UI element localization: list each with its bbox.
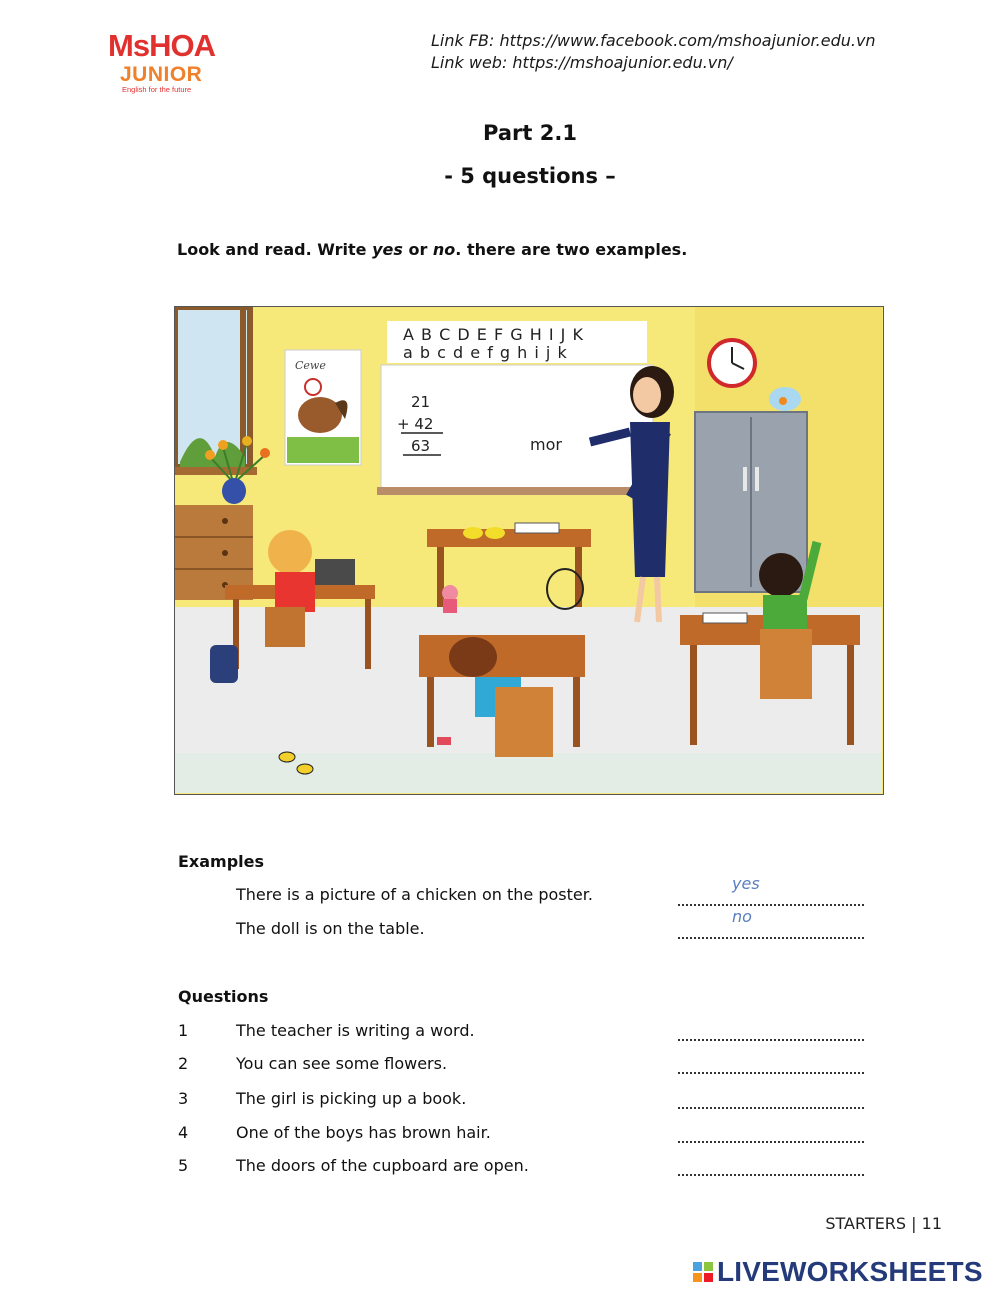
question-text: One of the boys has brown hair.: [236, 1123, 491, 1142]
sum-b: + 42: [397, 415, 434, 433]
facebook-link[interactable]: Link FB: https://www.facebook.com/mshoajunior.edu.vn: [431, 31, 876, 50]
question-text: You can see some flowers.: [236, 1054, 448, 1073]
liveworksheets-logo-icon: [693, 1262, 714, 1283]
board-word: mor: [530, 435, 562, 454]
questions-heading: Questions: [178, 987, 269, 1006]
question-number: 5: [178, 1156, 189, 1175]
clock: [709, 340, 755, 386]
question-number: 2: [178, 1054, 189, 1073]
question-answer-field[interactable]: [678, 1089, 864, 1109]
liveworksheets-brand[interactable]: [693, 1256, 983, 1287]
logo-tagline: English for the future: [122, 85, 192, 94]
question-text: The doors of the cupboard are open.: [236, 1156, 529, 1175]
logo-line1: MsHOA: [108, 28, 215, 63]
question-answer-field[interactable]: [678, 1021, 864, 1041]
examples-heading: Examples: [178, 852, 265, 871]
classroom-illustration: [174, 306, 884, 795]
instruction-or: or: [402, 240, 433, 259]
instruction-yes: yes: [372, 240, 403, 259]
question-answer-field[interactable]: [678, 1123, 864, 1143]
instruction-no: no: [432, 240, 456, 259]
instruction-tail: . there are two examples.: [455, 240, 688, 259]
question-text: The teacher is writing a word.: [236, 1021, 475, 1040]
example-answer: no: [732, 907, 752, 926]
example-answer-field[interactable]: [678, 907, 864, 939]
question-number: 4: [178, 1123, 189, 1142]
whiteboard: [377, 321, 657, 495]
page-number: STARTERS | 11: [825, 1214, 942, 1233]
example-answer-field[interactable]: [678, 874, 864, 906]
chicken-poster: [285, 350, 361, 465]
example-answer: yes: [732, 874, 760, 893]
question-number: 3: [178, 1089, 189, 1108]
example-text: There is a picture of a chicken on the poster.: [236, 885, 593, 904]
poster-text: Cewe: [295, 359, 326, 372]
alphabet-upper: A B C D E F G H I J K: [403, 325, 584, 344]
brand-text: LIVEWORKSHEETS: [717, 1256, 983, 1287]
instruction-lead: Look and read. Write: [177, 240, 373, 259]
website-link[interactable]: Link web: https://mshoajunior.edu.vn/: [431, 53, 733, 72]
question-number: 1: [178, 1021, 189, 1040]
question-answer-field[interactable]: [678, 1156, 864, 1176]
question-text: The girl is picking up a book.: [236, 1089, 467, 1108]
part-title: Part 2.1: [483, 121, 577, 145]
logo-line2: JUNIOR: [120, 63, 203, 86]
sum-a: 21: [411, 393, 431, 411]
mshoa-junior-logo: [108, 30, 233, 96]
example-text: The doll is on the table.: [236, 919, 425, 938]
question-answer-field[interactable]: [678, 1054, 864, 1074]
sum-result: 63: [411, 437, 431, 455]
part-subtitle: - 5 questions –: [444, 164, 616, 188]
alphabet-lower: a b c d e f g h i j k: [403, 343, 568, 362]
instructions: [177, 240, 687, 259]
